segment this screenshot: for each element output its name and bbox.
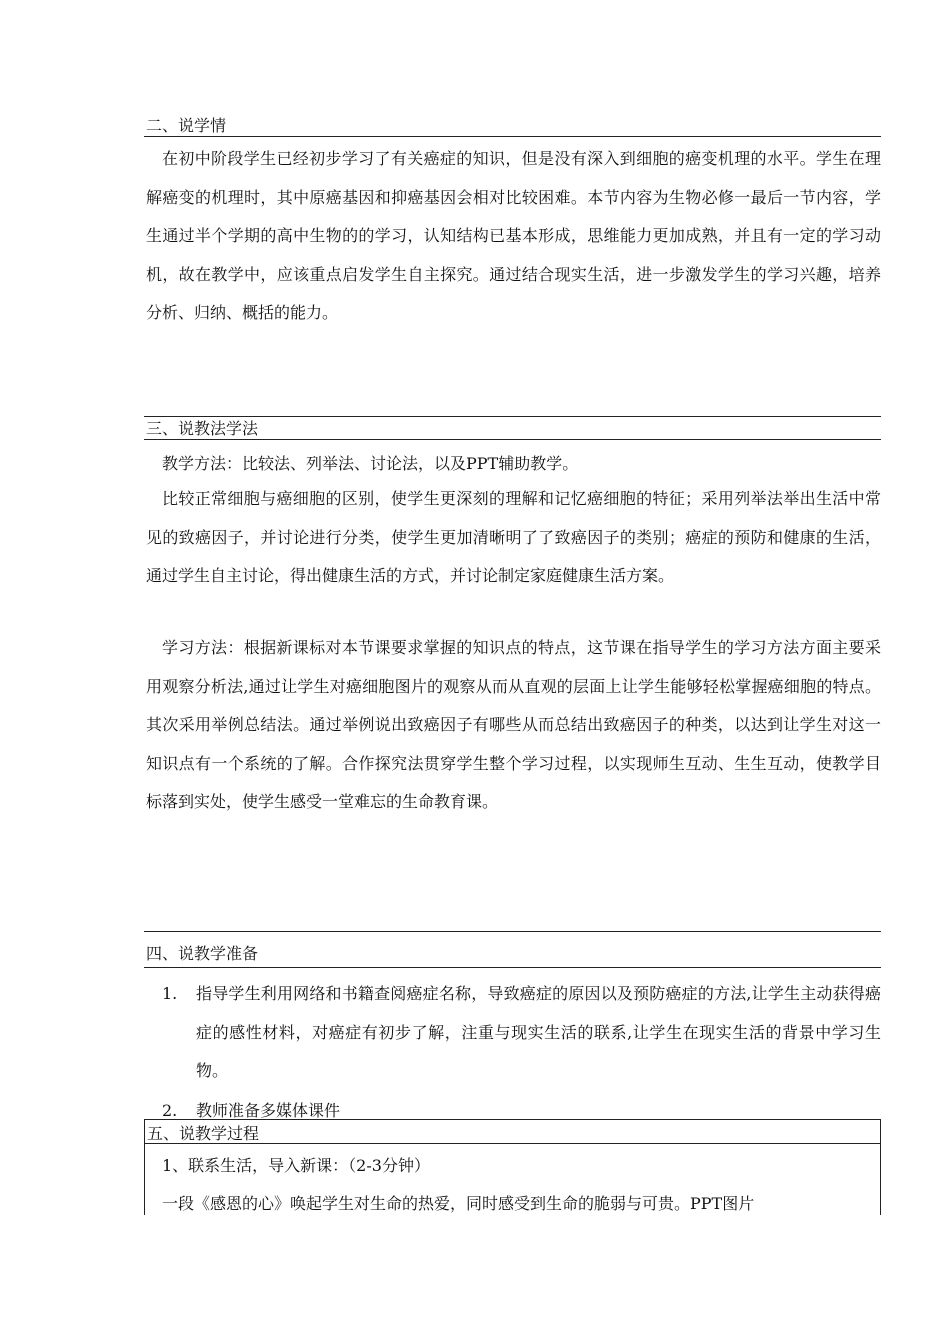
- section2-paragraph: 在初中阶段学生已经初步学习了有关癌症的知识，但是没有深入到细胞的癌变机理的水平。学生在理解癌变的机理时，其中原癌基因和抑癌基因会相对比较困难。本节内容为生物必修一最后一节内容，学生通过半个学期的高中生物的的学习，认知结构已基本形成，思维能力更加成熟，并且有一定的学习动机，故在教学中，应该重点启发学生自主探究。通过结合现实生活，进一步激发学生的学习兴趣，培养分析、归纳、概括的能力。: [146, 149, 881, 323]
- section4-list: [146, 975, 881, 1121]
- section5-box: [144, 1119, 881, 1215]
- section3-rule: [144, 439, 881, 440]
- list-item-text: 指导学生利用网络和书籍查阅癌症名称，导致癌症的原因以及预防癌症的方法,让学生主动获得癌症的感性材料，对癌症有初步了解，注重与现实生活的联系,让学生在现实生活的背景中学习生物。: [196, 984, 881, 1081]
- list-item: [146, 1101, 881, 1121]
- section5-step1: 1、联系生活，导入新课：（2-3分钟）: [162, 1156, 430, 1175]
- section4-heading: 四、说教学准备: [146, 944, 259, 963]
- list-item-text: 教师准备多媒体课件: [196, 1100, 341, 1120]
- section5-heading: 五、说教学过程: [147, 1124, 260, 1143]
- section4-top-rule: [144, 931, 881, 932]
- section4-rule: [144, 967, 881, 968]
- section3-methods: 教学方法：比较法、列举法、讨论法，以及PPT辅助教学。: [162, 454, 579, 473]
- section5-rule: [144, 1143, 881, 1144]
- section3-top-rule: [144, 416, 881, 417]
- section3-learning: 学习方法：根据新课标对本节课要求掌握的知识点的特点，这节课在指导学生的学习方法方面主要采用观察分析法,通过让学生对癌细胞图片的观察从而从直观的层面上让学生能够轻松掌握癌细胞的特点。其次采用举例总结法。通过举例说出致癌因子有哪些从而总结出致癌因子的种类，以达到让学生对这一知识点有一个系统的了解。合作探究法贯穿学生整个学习过程，以实现师生互动、生生互动，使教学目标落到实处，使学生感受一堂难忘的生命教育课。: [146, 638, 881, 812]
- section3-methods-detail: 比较正常细胞与癌细胞的区别，使学生更深刻的理解和记忆癌细胞的特征；采用列举法举出生活中常见的致癌因子，并讨论进行分类，使学生更加清晰明了了致癌因子的类别；癌症的预防和健康的生活，通过学生自主讨论，得出健康生活的方式，并讨论制定家庭健康生活方案。: [146, 489, 881, 586]
- section2-rule: [144, 136, 881, 137]
- section5-step1-text: 一段《感恩的心》唤起学生对生命的热爱，同时感受到生命的脆弱与可贵。PPT图片: [162, 1194, 755, 1213]
- section3-heading: 三、说教法学法: [146, 419, 259, 438]
- section2-heading: 二、说学情: [146, 116, 227, 135]
- list-item-number: 1.: [162, 984, 178, 1003]
- list-item: [146, 975, 881, 1091]
- list-item-number: 2.: [162, 1100, 178, 1120]
